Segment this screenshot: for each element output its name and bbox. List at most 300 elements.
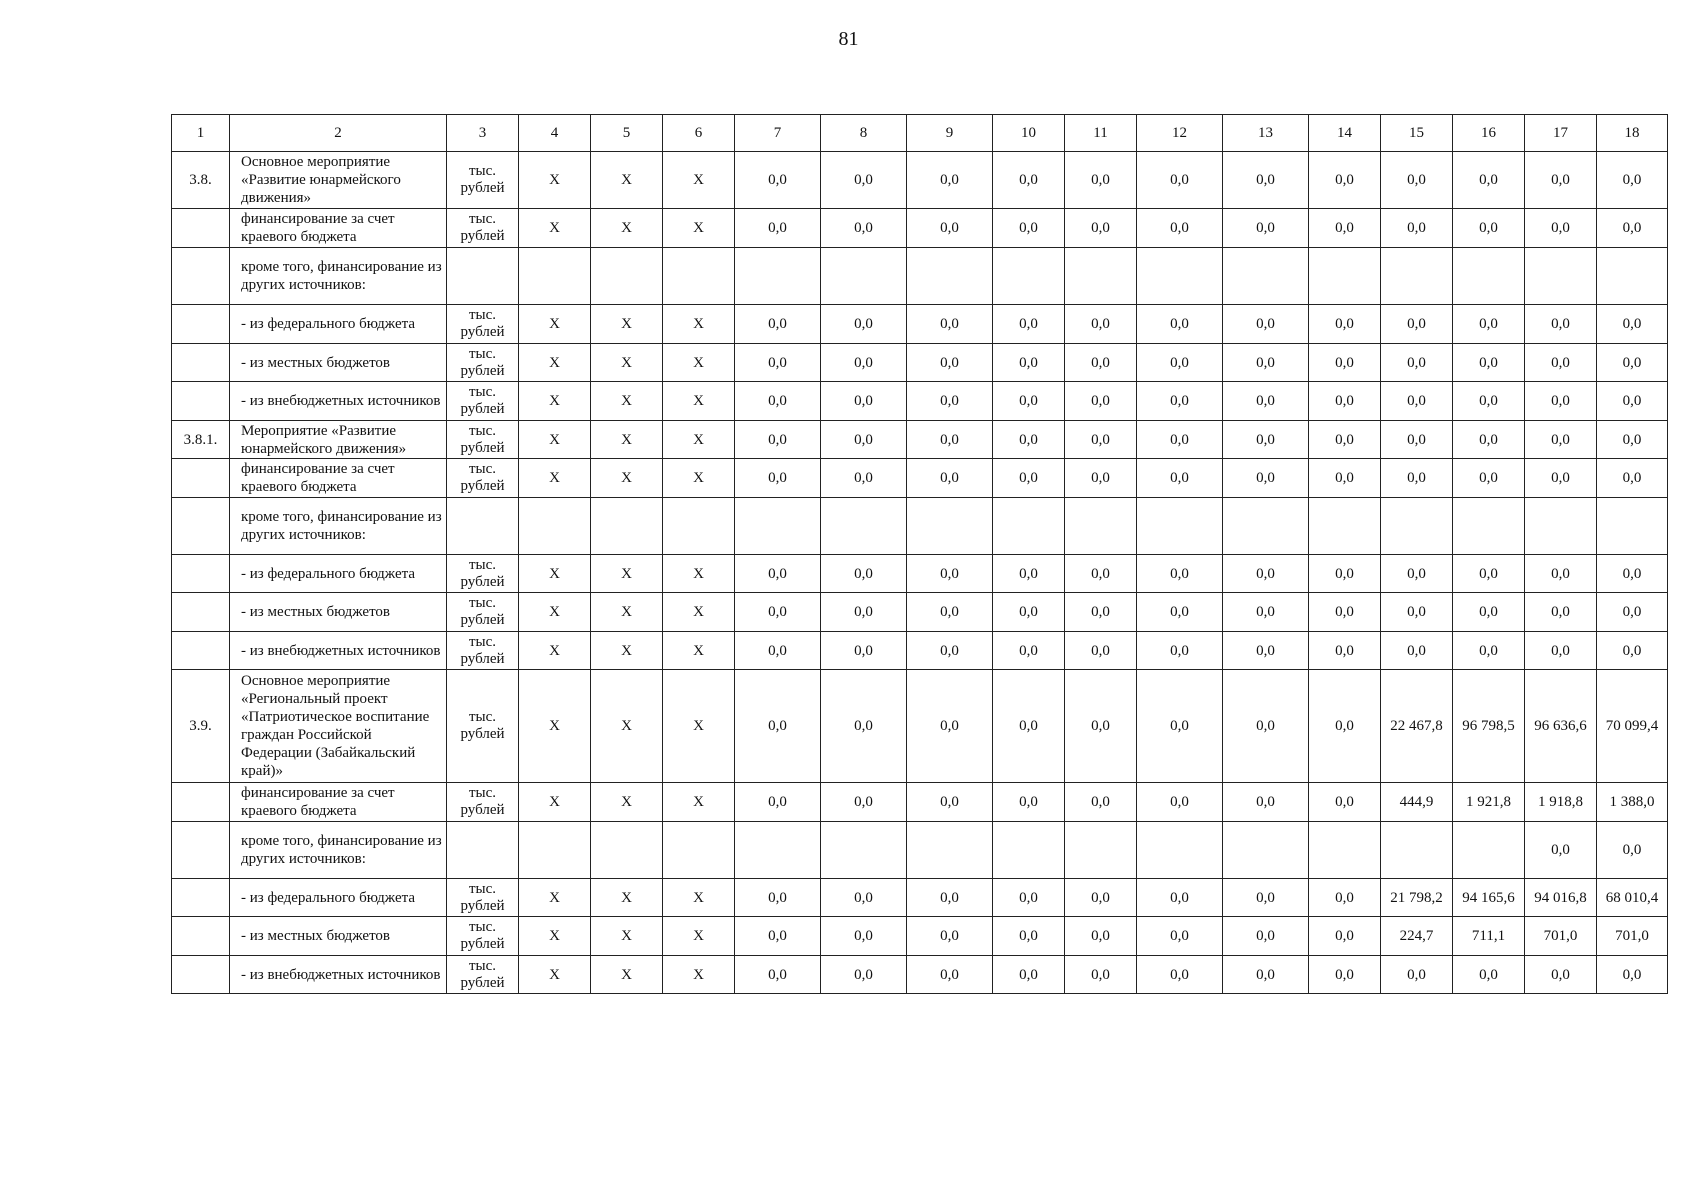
value-cell-col-18: 0,0 — [1597, 344, 1668, 382]
table-row — [172, 593, 1668, 632]
row-number — [172, 956, 230, 994]
value-cell-col-9: 0,0 — [907, 459, 993, 498]
value-cell-col-14: 0,0 — [1309, 305, 1381, 344]
value-cell-col-11: 0,0 — [1065, 421, 1137, 459]
value-cell-col-4: X — [519, 879, 591, 917]
value-cell-col-15: 444,9 — [1381, 783, 1453, 822]
value-cell-col-9: 0,0 — [907, 917, 993, 956]
value-cell-col-18: 0,0 — [1597, 956, 1668, 994]
value-cell-col-17: 0,0 — [1525, 956, 1597, 994]
value-cell-col-14: 0,0 — [1309, 555, 1381, 593]
value-cell-col-6: X — [663, 917, 735, 956]
column-header-12: 12 — [1137, 115, 1223, 152]
value-cell-col-7: 0,0 — [735, 459, 821, 498]
value-cell-col-8: 0,0 — [821, 152, 907, 209]
table-row — [172, 305, 1668, 344]
value-cell-col-6 — [663, 822, 735, 879]
value-cell-col-6: X — [663, 555, 735, 593]
value-cell-col-15: 0,0 — [1381, 209, 1453, 248]
value-cell-col-17: 94 016,8 — [1525, 879, 1597, 917]
value-cell-col-17: 0,0 — [1525, 209, 1597, 248]
row-number: 3.8. — [172, 152, 230, 209]
value-cell-col-14 — [1309, 248, 1381, 305]
value-cell-col-7: 0,0 — [735, 670, 821, 783]
value-cell-col-10: 0,0 — [993, 956, 1065, 994]
value-cell-col-8: 0,0 — [821, 382, 907, 421]
value-cell-col-14: 0,0 — [1309, 382, 1381, 421]
value-cell-col-8: 0,0 — [821, 344, 907, 382]
value-cell-col-11: 0,0 — [1065, 632, 1137, 670]
value-cell-col-8: 0,0 — [821, 670, 907, 783]
value-cell-col-13: 0,0 — [1223, 209, 1309, 248]
value-cell-col-6: X — [663, 879, 735, 917]
row-unit: тыс. рублей — [447, 305, 519, 344]
value-cell-col-17: 0,0 — [1525, 822, 1597, 879]
value-cell-col-5: X — [591, 459, 663, 498]
value-cell-col-15 — [1381, 248, 1453, 305]
value-cell-col-8: 0,0 — [821, 209, 907, 248]
value-cell-col-15 — [1381, 498, 1453, 555]
value-cell-col-7: 0,0 — [735, 305, 821, 344]
value-cell-col-13: 0,0 — [1223, 344, 1309, 382]
value-cell-col-15: 0,0 — [1381, 152, 1453, 209]
column-header-4: 4 — [519, 115, 591, 152]
column-header-14: 14 — [1309, 115, 1381, 152]
value-cell-col-15: 0,0 — [1381, 421, 1453, 459]
value-cell-col-9: 0,0 — [907, 152, 993, 209]
value-cell-col-5: X — [591, 209, 663, 248]
value-cell-col-7: 0,0 — [735, 593, 821, 632]
value-cell-col-13: 0,0 — [1223, 670, 1309, 783]
value-cell-col-10: 0,0 — [993, 209, 1065, 248]
value-cell-col-5: X — [591, 593, 663, 632]
value-cell-col-13: 0,0 — [1223, 956, 1309, 994]
value-cell-col-12: 0,0 — [1137, 382, 1223, 421]
value-cell-col-9: 0,0 — [907, 879, 993, 917]
row-number — [172, 382, 230, 421]
row-unit: тыс. рублей — [447, 344, 519, 382]
value-cell-col-5: X — [591, 305, 663, 344]
value-cell-col-6: X — [663, 209, 735, 248]
row-name: кроме того, финансирование из других источников: — [230, 248, 447, 305]
value-cell-col-11: 0,0 — [1065, 459, 1137, 498]
value-cell-col-12: 0,0 — [1137, 593, 1223, 632]
row-name: - из внебюджетных источников — [230, 382, 447, 421]
column-header-18: 18 — [1597, 115, 1668, 152]
value-cell-col-12: 0,0 — [1137, 632, 1223, 670]
value-cell-col-9: 0,0 — [907, 555, 993, 593]
value-cell-col-17 — [1525, 248, 1597, 305]
value-cell-col-12: 0,0 — [1137, 152, 1223, 209]
value-cell-col-4: X — [519, 593, 591, 632]
value-cell-col-13: 0,0 — [1223, 382, 1309, 421]
value-cell-col-7: 0,0 — [735, 956, 821, 994]
value-cell-col-4: X — [519, 305, 591, 344]
table-row — [172, 421, 1668, 459]
value-cell-col-18: 0,0 — [1597, 209, 1668, 248]
value-cell-col-6: X — [663, 632, 735, 670]
value-cell-col-8: 0,0 — [821, 783, 907, 822]
row-unit: тыс. рублей — [447, 209, 519, 248]
column-header-3: 3 — [447, 115, 519, 152]
value-cell-col-13: 0,0 — [1223, 632, 1309, 670]
table-row — [172, 917, 1668, 956]
value-cell-col-4: X — [519, 421, 591, 459]
table-row — [172, 879, 1668, 917]
value-cell-col-13: 0,0 — [1223, 555, 1309, 593]
table-row — [172, 670, 1668, 783]
column-header-6: 6 — [663, 115, 735, 152]
value-cell-col-16 — [1453, 822, 1525, 879]
value-cell-col-9 — [907, 498, 993, 555]
value-cell-col-11: 0,0 — [1065, 783, 1137, 822]
table-header-row — [172, 115, 1668, 152]
row-number — [172, 822, 230, 879]
value-cell-col-4: X — [519, 555, 591, 593]
value-cell-col-17: 0,0 — [1525, 555, 1597, 593]
row-name: финансирование за счет краевого бюджета — [230, 783, 447, 822]
value-cell-col-13: 0,0 — [1223, 459, 1309, 498]
value-cell-col-10: 0,0 — [993, 593, 1065, 632]
row-unit: тыс. рублей — [447, 632, 519, 670]
value-cell-col-12: 0,0 — [1137, 956, 1223, 994]
value-cell-col-15: 0,0 — [1381, 555, 1453, 593]
value-cell-col-8: 0,0 — [821, 956, 907, 994]
row-number: 3.9. — [172, 670, 230, 783]
value-cell-col-9: 0,0 — [907, 632, 993, 670]
value-cell-col-11: 0,0 — [1065, 555, 1137, 593]
row-name: - из федерального бюджета — [230, 879, 447, 917]
value-cell-col-13: 0,0 — [1223, 305, 1309, 344]
page-number: 81 — [838, 28, 859, 50]
value-cell-col-14: 0,0 — [1309, 783, 1381, 822]
value-cell-col-12: 0,0 — [1137, 879, 1223, 917]
value-cell-col-18: 0,0 — [1597, 305, 1668, 344]
value-cell-col-13: 0,0 — [1223, 917, 1309, 956]
value-cell-col-5: X — [591, 783, 663, 822]
row-name: кроме того, финансирование из других источников: — [230, 822, 447, 879]
value-cell-col-13: 0,0 — [1223, 152, 1309, 209]
value-cell-col-6: X — [663, 344, 735, 382]
value-cell-col-9: 0,0 — [907, 670, 993, 783]
value-cell-col-16: 0,0 — [1453, 459, 1525, 498]
value-cell-col-15: 0,0 — [1381, 305, 1453, 344]
value-cell-col-16: 0,0 — [1453, 382, 1525, 421]
value-cell-col-11: 0,0 — [1065, 344, 1137, 382]
value-cell-col-5 — [591, 498, 663, 555]
value-cell-col-7: 0,0 — [735, 917, 821, 956]
row-unit: тыс. рублей — [447, 593, 519, 632]
value-cell-col-7: 0,0 — [735, 421, 821, 459]
value-cell-col-4 — [519, 248, 591, 305]
table-row — [172, 248, 1668, 305]
row-number — [172, 209, 230, 248]
row-name: - из федерального бюджета — [230, 555, 447, 593]
value-cell-col-12: 0,0 — [1137, 421, 1223, 459]
row-number — [172, 632, 230, 670]
value-cell-col-16: 0,0 — [1453, 593, 1525, 632]
table-row — [172, 632, 1668, 670]
row-number — [172, 459, 230, 498]
value-cell-col-6: X — [663, 421, 735, 459]
value-cell-col-6: X — [663, 783, 735, 822]
value-cell-col-7: 0,0 — [735, 783, 821, 822]
value-cell-col-4: X — [519, 152, 591, 209]
value-cell-col-18: 0,0 — [1597, 459, 1668, 498]
row-number — [172, 879, 230, 917]
value-cell-col-16 — [1453, 248, 1525, 305]
value-cell-col-5: X — [591, 670, 663, 783]
value-cell-col-10: 0,0 — [993, 459, 1065, 498]
value-cell-col-15: 0,0 — [1381, 593, 1453, 632]
value-cell-col-17: 0,0 — [1525, 593, 1597, 632]
row-name: - из внебюджетных источников — [230, 956, 447, 994]
value-cell-col-4: X — [519, 632, 591, 670]
value-cell-col-13: 0,0 — [1223, 421, 1309, 459]
budget-table — [171, 114, 1668, 994]
value-cell-col-10: 0,0 — [993, 382, 1065, 421]
value-cell-col-4: X — [519, 459, 591, 498]
value-cell-col-5: X — [591, 344, 663, 382]
row-unit: тыс. рублей — [447, 152, 519, 209]
value-cell-col-17: 0,0 — [1525, 382, 1597, 421]
value-cell-col-8: 0,0 — [821, 632, 907, 670]
value-cell-col-9: 0,0 — [907, 382, 993, 421]
value-cell-col-12: 0,0 — [1137, 555, 1223, 593]
value-cell-col-10 — [993, 498, 1065, 555]
value-cell-col-4: X — [519, 956, 591, 994]
value-cell-col-14: 0,0 — [1309, 917, 1381, 956]
value-cell-col-18 — [1597, 498, 1668, 555]
value-cell-col-7: 0,0 — [735, 209, 821, 248]
value-cell-col-5: X — [591, 879, 663, 917]
value-cell-col-11 — [1065, 248, 1137, 305]
value-cell-col-16: 0,0 — [1453, 956, 1525, 994]
value-cell-col-11: 0,0 — [1065, 879, 1137, 917]
column-header-1: 1 — [172, 115, 230, 152]
table-body — [172, 115, 1668, 994]
value-cell-col-15: 0,0 — [1381, 344, 1453, 382]
column-header-2: 2 — [230, 115, 447, 152]
row-name: - из местных бюджетов — [230, 344, 447, 382]
row-number — [172, 344, 230, 382]
value-cell-col-11: 0,0 — [1065, 593, 1137, 632]
value-cell-col-12 — [1137, 498, 1223, 555]
row-name: Основное мероприятие «Развитие юнармейского движения» — [230, 152, 447, 209]
value-cell-col-6: X — [663, 459, 735, 498]
value-cell-col-6: X — [663, 305, 735, 344]
value-cell-col-8: 0,0 — [821, 879, 907, 917]
value-cell-col-10: 0,0 — [993, 421, 1065, 459]
row-unit — [447, 498, 519, 555]
value-cell-col-11: 0,0 — [1065, 917, 1137, 956]
value-cell-col-7 — [735, 498, 821, 555]
row-unit: тыс. рублей — [447, 459, 519, 498]
row-unit: тыс. рублей — [447, 917, 519, 956]
row-unit: тыс. рублей — [447, 555, 519, 593]
value-cell-col-16: 711,1 — [1453, 917, 1525, 956]
value-cell-col-4: X — [519, 209, 591, 248]
column-header-8: 8 — [821, 115, 907, 152]
value-cell-col-9: 0,0 — [907, 209, 993, 248]
value-cell-col-17: 0,0 — [1525, 459, 1597, 498]
value-cell-col-18: 0,0 — [1597, 593, 1668, 632]
row-number — [172, 555, 230, 593]
row-name: - из внебюджетных источников — [230, 632, 447, 670]
table-row — [172, 209, 1668, 248]
value-cell-col-16: 0,0 — [1453, 305, 1525, 344]
value-cell-col-16: 0,0 — [1453, 421, 1525, 459]
value-cell-col-6: X — [663, 956, 735, 994]
value-cell-col-18: 1 388,0 — [1597, 783, 1668, 822]
column-header-15: 15 — [1381, 115, 1453, 152]
row-unit — [447, 248, 519, 305]
value-cell-col-10: 0,0 — [993, 305, 1065, 344]
value-cell-col-11: 0,0 — [1065, 382, 1137, 421]
value-cell-col-14: 0,0 — [1309, 421, 1381, 459]
value-cell-col-17: 0,0 — [1525, 632, 1597, 670]
value-cell-col-16: 0,0 — [1453, 632, 1525, 670]
value-cell-col-9: 0,0 — [907, 956, 993, 994]
value-cell-col-10: 0,0 — [993, 879, 1065, 917]
row-number: 3.8.1. — [172, 421, 230, 459]
value-cell-col-10: 0,0 — [993, 670, 1065, 783]
value-cell-col-6: X — [663, 670, 735, 783]
value-cell-col-9: 0,0 — [907, 783, 993, 822]
value-cell-col-12: 0,0 — [1137, 670, 1223, 783]
value-cell-col-14: 0,0 — [1309, 593, 1381, 632]
value-cell-col-4: X — [519, 344, 591, 382]
row-name: - из местных бюджетов — [230, 917, 447, 956]
value-cell-col-10: 0,0 — [993, 555, 1065, 593]
value-cell-col-16 — [1453, 498, 1525, 555]
value-cell-col-11 — [1065, 498, 1137, 555]
value-cell-col-18: 701,0 — [1597, 917, 1668, 956]
value-cell-col-18: 0,0 — [1597, 382, 1668, 421]
value-cell-col-8 — [821, 822, 907, 879]
row-number — [172, 593, 230, 632]
value-cell-col-11: 0,0 — [1065, 670, 1137, 783]
value-cell-col-7: 0,0 — [735, 879, 821, 917]
value-cell-col-7 — [735, 822, 821, 879]
value-cell-col-18: 0,0 — [1597, 555, 1668, 593]
value-cell-col-10: 0,0 — [993, 917, 1065, 956]
value-cell-col-13 — [1223, 822, 1309, 879]
value-cell-col-17: 0,0 — [1525, 344, 1597, 382]
value-cell-col-12: 0,0 — [1137, 917, 1223, 956]
value-cell-col-5: X — [591, 917, 663, 956]
value-cell-col-16: 94 165,6 — [1453, 879, 1525, 917]
value-cell-col-14: 0,0 — [1309, 152, 1381, 209]
value-cell-col-16: 0,0 — [1453, 344, 1525, 382]
value-cell-col-7 — [735, 248, 821, 305]
value-cell-col-7: 0,0 — [735, 555, 821, 593]
value-cell-col-5: X — [591, 956, 663, 994]
value-cell-col-5: X — [591, 421, 663, 459]
value-cell-col-16: 0,0 — [1453, 555, 1525, 593]
value-cell-col-7: 0,0 — [735, 344, 821, 382]
value-cell-col-8: 0,0 — [821, 459, 907, 498]
value-cell-col-18: 68 010,4 — [1597, 879, 1668, 917]
value-cell-col-14: 0,0 — [1309, 879, 1381, 917]
value-cell-col-12: 0,0 — [1137, 209, 1223, 248]
value-cell-col-10 — [993, 248, 1065, 305]
value-cell-col-11 — [1065, 822, 1137, 879]
row-name: - из местных бюджетов — [230, 593, 447, 632]
column-header-9: 9 — [907, 115, 993, 152]
value-cell-col-17: 96 636,6 — [1525, 670, 1597, 783]
value-cell-col-14: 0,0 — [1309, 459, 1381, 498]
value-cell-col-15: 0,0 — [1381, 956, 1453, 994]
value-cell-col-9 — [907, 248, 993, 305]
value-cell-col-5 — [591, 248, 663, 305]
row-name: Основное мероприятие «Региональный проект «Патриотическое воспитание граждан Российской Федерации (Забайкальский край)» — [230, 670, 447, 783]
value-cell-col-10: 0,0 — [993, 344, 1065, 382]
value-cell-col-4: X — [519, 917, 591, 956]
value-cell-col-8: 0,0 — [821, 555, 907, 593]
table-row — [172, 555, 1668, 593]
value-cell-col-17 — [1525, 498, 1597, 555]
row-name: финансирование за счет краевого бюджета — [230, 209, 447, 248]
value-cell-col-8 — [821, 248, 907, 305]
row-name: - из федерального бюджета — [230, 305, 447, 344]
value-cell-col-9: 0,0 — [907, 344, 993, 382]
value-cell-col-15: 22 467,8 — [1381, 670, 1453, 783]
value-cell-col-12: 0,0 — [1137, 459, 1223, 498]
value-cell-col-11: 0,0 — [1065, 305, 1137, 344]
value-cell-col-11: 0,0 — [1065, 209, 1137, 248]
value-cell-col-16: 0,0 — [1453, 152, 1525, 209]
value-cell-col-12: 0,0 — [1137, 344, 1223, 382]
table-row — [172, 382, 1668, 421]
value-cell-col-6: X — [663, 593, 735, 632]
value-cell-col-18: 0,0 — [1597, 421, 1668, 459]
value-cell-col-15: 21 798,2 — [1381, 879, 1453, 917]
value-cell-col-10: 0,0 — [993, 632, 1065, 670]
value-cell-col-13: 0,0 — [1223, 593, 1309, 632]
value-cell-col-5: X — [591, 632, 663, 670]
value-cell-col-6 — [663, 248, 735, 305]
value-cell-col-8: 0,0 — [821, 917, 907, 956]
value-cell-col-15: 0,0 — [1381, 382, 1453, 421]
row-name: финансирование за счет краевого бюджета — [230, 459, 447, 498]
value-cell-col-8: 0,0 — [821, 593, 907, 632]
value-cell-col-12 — [1137, 822, 1223, 879]
value-cell-col-15: 0,0 — [1381, 459, 1453, 498]
value-cell-col-4: X — [519, 670, 591, 783]
value-cell-col-16: 1 921,8 — [1453, 783, 1525, 822]
value-cell-col-15: 0,0 — [1381, 632, 1453, 670]
value-cell-col-4: X — [519, 783, 591, 822]
value-cell-col-12: 0,0 — [1137, 305, 1223, 344]
row-name: кроме того, финансирование из других источников: — [230, 498, 447, 555]
row-number — [172, 917, 230, 956]
value-cell-col-5 — [591, 822, 663, 879]
row-unit: тыс. рублей — [447, 382, 519, 421]
value-cell-col-13: 0,0 — [1223, 783, 1309, 822]
table-row — [172, 152, 1668, 209]
value-cell-col-14: 0,0 — [1309, 209, 1381, 248]
table-row — [172, 822, 1668, 879]
table-row — [172, 783, 1668, 822]
value-cell-col-14: 0,0 — [1309, 956, 1381, 994]
value-cell-col-10: 0,0 — [993, 152, 1065, 209]
row-unit: тыс. рублей — [447, 421, 519, 459]
value-cell-col-14 — [1309, 822, 1381, 879]
column-header-13: 13 — [1223, 115, 1309, 152]
row-number — [172, 248, 230, 305]
value-cell-col-18: 70 099,4 — [1597, 670, 1668, 783]
